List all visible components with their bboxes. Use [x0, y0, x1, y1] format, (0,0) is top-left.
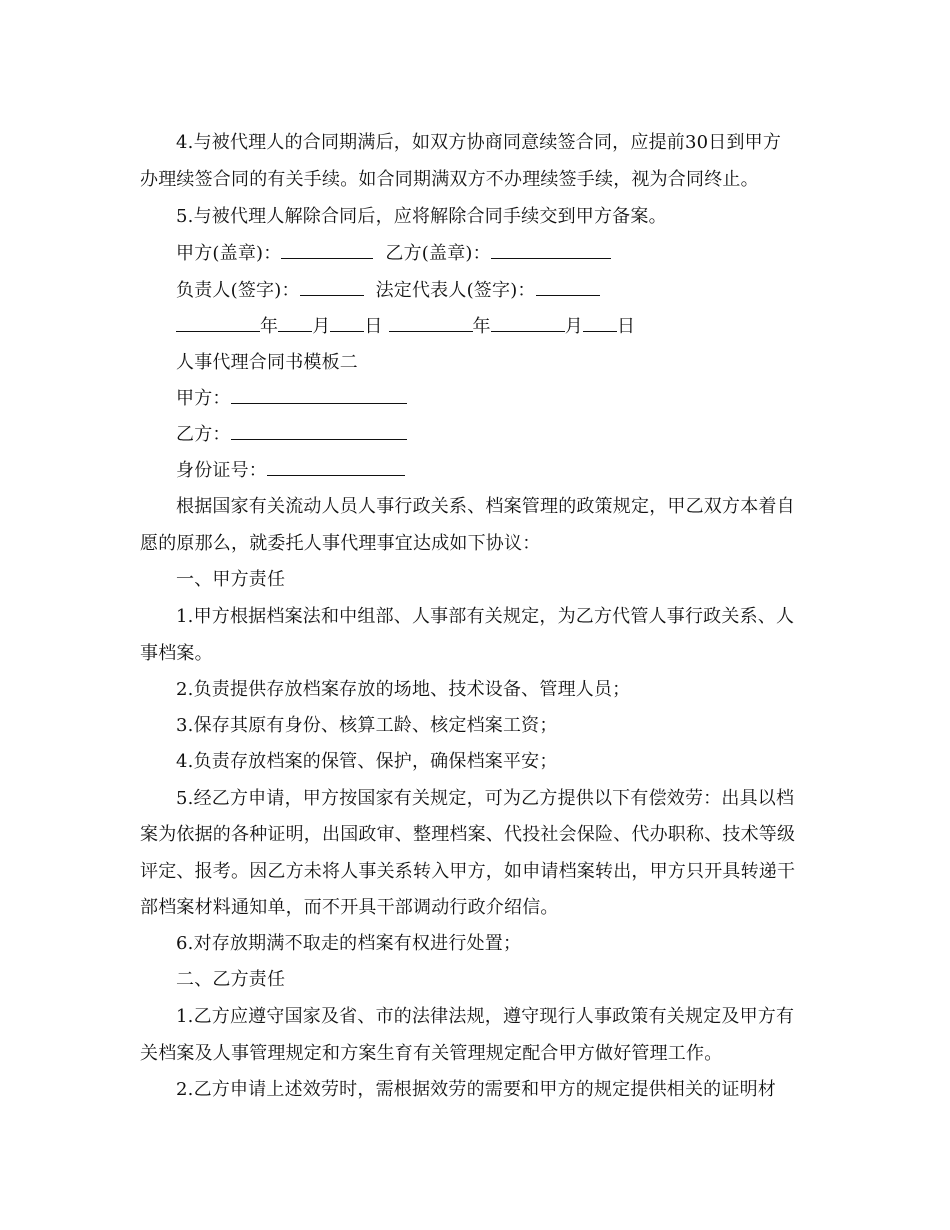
party-a-item-4: 4.负责存放档案的保管、保护，确保档案平安； [176, 751, 558, 772]
party-a-item-1-line-1: 1.甲方根据档案法和中组部、人事部有关规定，为乙方代管人事行政关系、人 [176, 606, 795, 627]
date-row [176, 315, 635, 339]
party-a-item-1-line-2: 事档案。 [140, 643, 213, 664]
party-b-item-2-line-1: 2.乙方申请上述效劳时，需根据效劳的需要和甲方的规定提供相关的证明材 [176, 1079, 776, 1100]
month-blank-1 [278, 315, 312, 332]
preamble-line-1: 根据国家有关流动人员人事行政关系、档案管理的政策规定，甲乙双方本着自 [176, 496, 795, 517]
preamble-line-2: 愿的原那么，就委托人事代理事宜达成如下协议： [140, 533, 541, 554]
year-label-2: 年 [472, 316, 491, 337]
party-a-blank [231, 387, 407, 404]
seal-signature-row [176, 242, 611, 266]
clause-5: 5.与被代理人解除合同后，应将解除合同手续交到甲方备案。 [176, 206, 667, 227]
clause-4-line-1: 4.与被代理人的合同期满后，如双方协商同意续签合同，应提前30日到甲方 [176, 132, 782, 153]
party-b-row [176, 423, 407, 447]
year-label-1: 年 [260, 316, 279, 337]
party-a-item-5-line-4: 部档案材料通知单，而不开具干部调动行政介绍信。 [140, 897, 559, 918]
party-a-item-3: 3.保存其原有身份、核算工龄、核定档案工资； [176, 715, 558, 736]
id-number-label: 身份证号： [176, 460, 267, 481]
legal-representative-label: 法定代表人(签字)： [375, 280, 536, 301]
party-a-item-6: 6.对存放期满不取走的档案有权进行处置； [176, 933, 522, 954]
party-a-item-5-line-2: 案为依据的各种证明，出国政审、整理档案、代投社会保险、代办职称、技术等级 [140, 824, 796, 845]
month-blank-2 [491, 315, 565, 332]
signature-row [176, 279, 600, 303]
party-b-seal-blank [491, 242, 611, 259]
section-party-b-heading: 二、乙方责任 [176, 969, 286, 990]
party-a-item-5-line-1: 5.经乙方申请，甲方按国家有关规定，可为乙方提供以下有偿效劳：出具以档 [176, 788, 795, 809]
clause-4-line-2: 办理续签合同的有关手续。如合同期满双方不办理续签手续，视为合同终止。 [140, 169, 759, 190]
party-b-item-1-line-1: 1.乙方应遵守国家及省、市的法律法规，遵守现行人事政策有关规定及甲方有 [176, 1006, 795, 1027]
party-a-label: 甲方： [176, 388, 231, 409]
section-party-a-heading: 一、甲方责任 [176, 569, 286, 590]
party-a-item-2: 2.负责提供存放档案存放的场地、技术设备、管理人员； [176, 679, 631, 700]
day-blank-2 [583, 315, 617, 332]
year-blank-2 [389, 315, 473, 332]
month-label-2: 月 [564, 316, 583, 337]
template-two-title: 人事代理合同书模板二 [176, 352, 358, 373]
day-label-2: 日 [616, 316, 636, 337]
party-a-item-5-line-3: 评定、报考。因乙方未将人事关系转入甲方，如申请档案转出，甲方只开具转递干 [140, 861, 796, 882]
party-b-blank [231, 423, 407, 440]
month-label-1: 月 [312, 316, 331, 337]
party-a-row [176, 387, 407, 411]
party-a-seal-blank [281, 242, 373, 259]
id-number-row [176, 459, 405, 483]
responsible-person-blank [300, 279, 364, 296]
party-b-item-1-line-2: 关档案及人事管理规定和方案生育有关管理规定配合甲方做好管理工作。 [140, 1043, 723, 1064]
party-b-seal-label: 乙方(盖章)： [385, 243, 491, 264]
responsible-person-label: 负责人(签字)： [176, 280, 300, 301]
day-blank-1 [330, 315, 364, 332]
day-label-1: 日 [364, 316, 383, 337]
party-a-seal-label: 甲方(盖章)： [176, 243, 282, 264]
id-number-blank [267, 459, 405, 476]
legal-representative-blank [536, 279, 600, 296]
party-b-label: 乙方： [176, 424, 231, 445]
year-blank-1 [176, 315, 260, 332]
